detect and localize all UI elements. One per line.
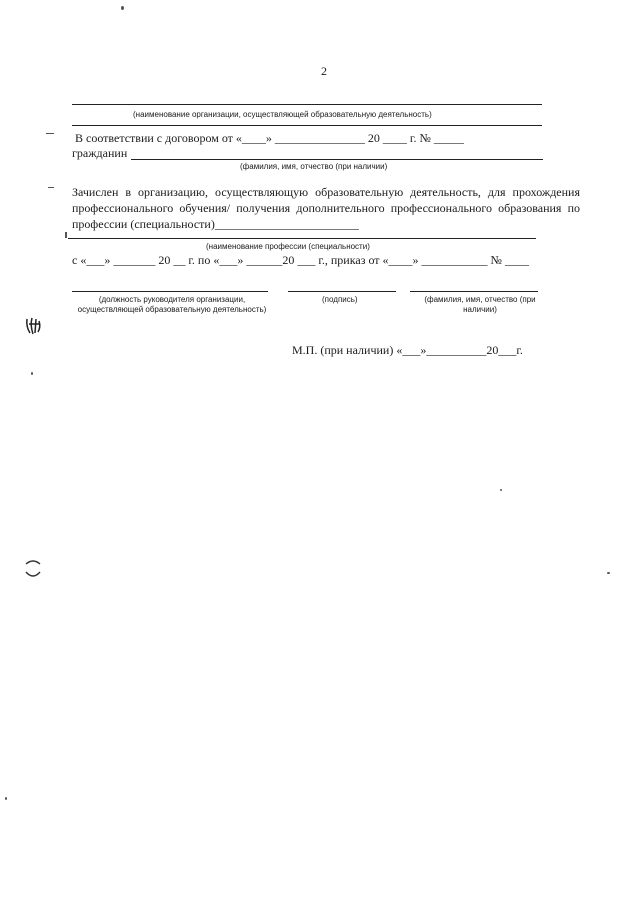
scan-speck bbox=[500, 489, 502, 491]
scan-speck bbox=[31, 372, 33, 375]
scan-speck bbox=[48, 187, 54, 188]
signature-line bbox=[288, 291, 396, 292]
enrollment-text: Зачислен в организацию, осуществляющую образовательную деятельность, для прохождения профессионального обучения/ получения дополнительного профессионального образования по профессии (специальности)________________________ bbox=[72, 185, 580, 231]
position-caption: (должность руководителя организации, осуществляющей образовательную деятельность) bbox=[77, 295, 267, 314]
citizen-name-line bbox=[131, 159, 543, 160]
org-name-line-2 bbox=[72, 125, 542, 126]
position-signature-line bbox=[72, 291, 268, 292]
citizen-label: гражданин bbox=[72, 146, 128, 160]
signature-fio-caption: (фамилия, имя, отчество (при наличии) bbox=[424, 295, 536, 314]
signature-caption: (подпись) bbox=[322, 295, 358, 304]
org-name-line bbox=[72, 104, 542, 105]
stamp-mark-icon bbox=[24, 315, 44, 337]
org-caption: (наименование организации, осуществляющей образовательную деятельность) bbox=[133, 110, 432, 119]
scan-speck bbox=[5, 797, 7, 800]
scan-speck bbox=[65, 232, 67, 238]
scan-speck bbox=[46, 133, 54, 134]
scan-speck bbox=[121, 6, 124, 10]
fio-signature-line bbox=[410, 291, 538, 292]
fio-caption: (фамилия, имя, отчество (при наличии) bbox=[240, 162, 388, 171]
stamp-line: М.П. (при наличии) «___»__________20___г. bbox=[292, 343, 523, 357]
profession-line bbox=[68, 238, 536, 239]
dates-line: с «___» _______ 20 __ г. по «___» ______20 ___ г., приказ от «____» ___________ № ____ bbox=[72, 253, 529, 267]
contract-line: В соответствии с договором от «____» _______________ 20 ____ г. № _____ bbox=[75, 131, 464, 145]
profession-caption: (наименование профессии (специальности) bbox=[206, 242, 370, 251]
page-number: 2 bbox=[321, 64, 327, 78]
punch-hole-icon bbox=[22, 558, 44, 580]
scan-speck bbox=[607, 572, 610, 574]
